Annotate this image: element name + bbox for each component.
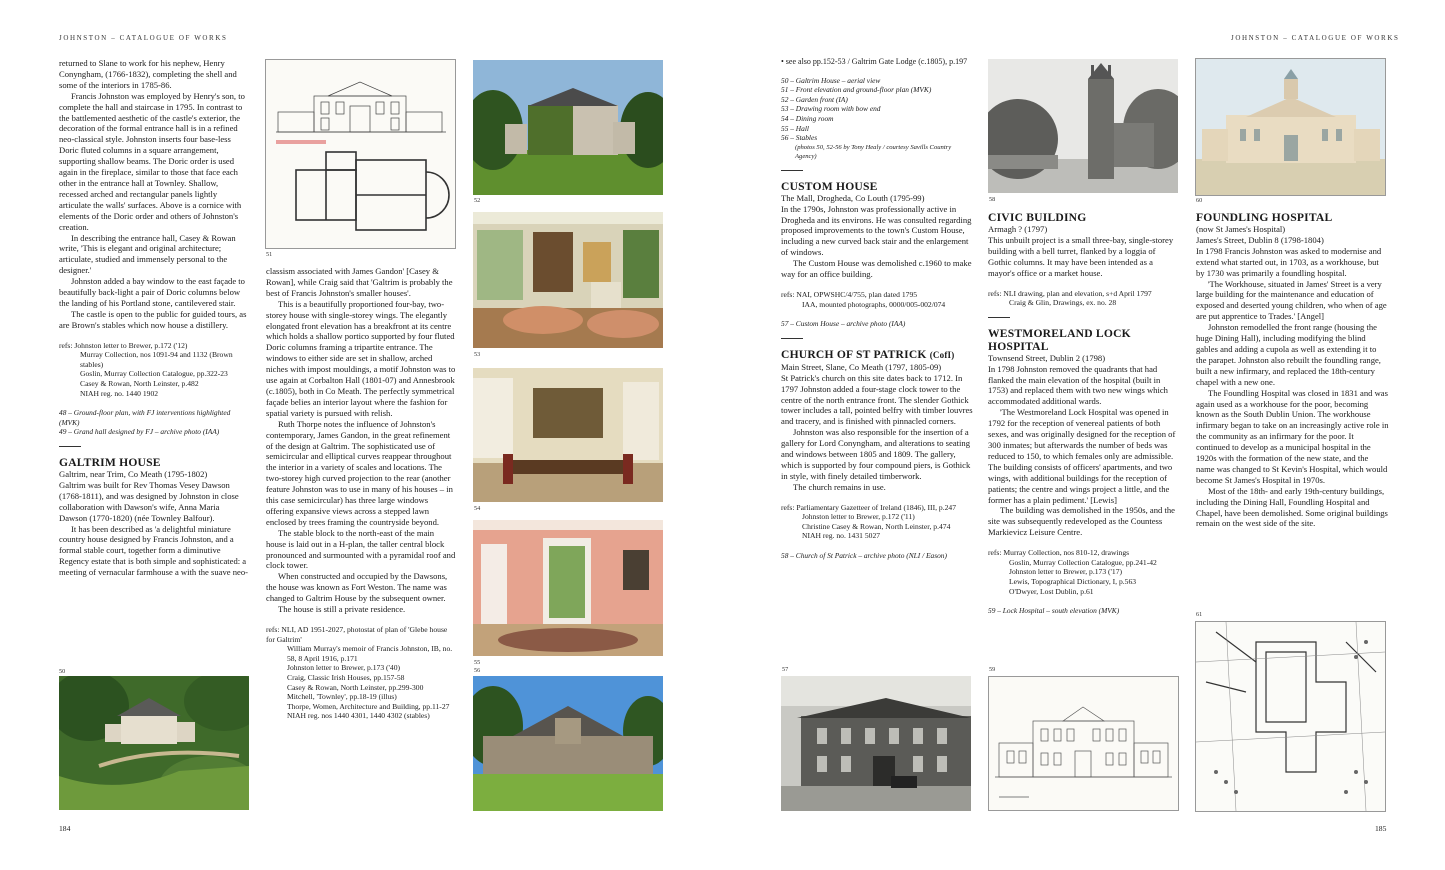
figure-number: 56 [474, 667, 481, 674]
paragraph: Johnston remodelled the front range (housing the huge Dining Hall), including modifying the blind gables and adding a cupola as well as extending it to the parapet. Johnston also rebuilt the foundling range, built a new infirmary, and replaced the 18th-century chapel with a new one. [1196, 322, 1381, 387]
reference: Johnston letter to Brewer, p.172 ('11) [802, 512, 915, 522]
reference: Johnston letter to Brewer, p.173 ('40) [287, 663, 401, 673]
paragraph: 'The Westmoreland Lock Hospital was opened in 1792 for the reception of venereal patients of both sexes, and was originally designed for the reception of 300 inmates; but afterwards the number of beds was reduced to 150, to which females only are admissible. The building consists of officers' apartments, and two wings, with additional buildings for the reception of patients; the centre and wings project a little, and the former has a plain pediment.' [Lewis] [988, 407, 1176, 505]
figure-number: 61 [1196, 611, 1203, 618]
paragraph: This is a beautifully proportioned four-bay, two-storey house with single-storey wings. The elegantly elongated front elevation has a breakfront at its centre which holds a shallow portico supported by four fluted Doric columns framing a tripartite entrance. The windows to either side are set in shallow, arched niches with impost mouldings, a motif Johnston was to use again at Corbalton Hall (1801-07) and Annesbrook (c.1805), both in Co Meath. The perfectly symmetrical façade belies an interior layout where the fashion for spatial variety is pursued with relish. [266, 298, 456, 418]
paragraph: Francis Johnston was employed by Henry's son, to complete the hall and staircase in 1795. In contrast to the battlemented aesthetic of the castle's exterior, the decoration of the formal entrance hall is in a refined neo-classical style. Johnston inserts four base-less Doric fluted columns in a square arrangement, supporting shallow beams. The Doric order is used again in the fireplace, similar to those that face each other in the entrance hall at Townley. Shallow, recessed arched and rectangular panels lightly articulate the walls' surfaces. Above is a cornice with elements of the Doric order and others of Johnston's creation. [59, 90, 245, 232]
dining-room-photo [473, 368, 663, 502]
figure-number: 50 [59, 668, 66, 675]
caption: 53 – Drawing room with bow end [781, 104, 881, 114]
foundling-hospital-watercolour [1195, 58, 1386, 196]
reference: Johnston letter to Brewer, p.173 ('17) [1009, 567, 1123, 577]
divider [781, 338, 803, 339]
reference: Thorpe, Women, Architecture and Building, pp.11-27 [287, 701, 450, 711]
page-number-right: 185 [1375, 824, 1387, 833]
reference: NIAH reg. no. 1431 5027 [802, 531, 881, 541]
paragraph: Galtrim was built for Rev Thomas Vesey Dawson (1768-1811), and was designed by Johnston in close collaboration with Dawson's wife, Anna Maria Dawson (1770-1820) (née Townley Balfour). [59, 479, 239, 523]
paragraph: The church remains in use. [793, 481, 886, 492]
reference: refs: NLI drawing, plan and elevation, s+d April 1797 [988, 288, 1152, 298]
custom-house-photo [781, 676, 971, 811]
paragraph: In 1798 Johnston removed the quadrants that had flanked the main elevation of the hospital (built in 1753) and replaced them with two new wings which accommodated additional wards. [988, 363, 1168, 407]
entry-subtitle: Galtrim, near Trim, Co Meath (1795-1802) [59, 469, 208, 479]
entry-subtitle: Armagh ? (1797) [988, 224, 1048, 234]
entry-subtitle: The Mall, Drogheda, Co Louth (1795-99) [781, 192, 925, 203]
figure-number: 57 [782, 666, 789, 673]
caption: 48 – Ground-floor plan, with FJ interventions highlighted (MVK) [59, 408, 231, 427]
reference: William Murray's memoir of Francis Johnston, IB, no. 58, 8 April 1916, p.171 [287, 644, 453, 663]
stables-photo [473, 676, 663, 811]
caption: 50 – Galtrim House – aerial view [781, 75, 881, 85]
figure-number: 54 [474, 505, 481, 512]
paragraph: The Foundling Hospital was closed in 1831 and was again used as a workhouse for the poor, becoming known as the South Dublin Union. The workhouse infirmary began to take on an increasingly active role in the community as an infirmary for the poor. It continued to develop as a municipal hospital in the 1920s with the formation of the new state, and the name was changed to St Kevin's Hospital, which would become St James's Hospital in 1970s. [1196, 387, 1389, 485]
paragraph: St Patrick's church on this site dates back to 1712. In 1797 Johnston added a four-stage clock tower to the centre of the north entrance front. The slender Gothick tower includes a tall, pointed belfry with timber louvres and tracery, and is finished with pinnacled corners. [781, 372, 973, 427]
paragraph: 'The Workhouse, situated in James' Street is a very large building for the maintenance and education of exposed and deserted young children, who when of age are put apprentice to Trades.' [Angel] [1196, 278, 1387, 322]
paragraph: The Custom House was demolished c.1960 to make way for an office building. [781, 258, 972, 280]
reference: refs: NLI, AD 1951-2027, photostat of plan of 'Glebe house for Galtrim' [266, 625, 448, 644]
reference: NIAH reg. nos 1440 4301, 1440 4302 (stables) [287, 711, 430, 721]
entry-title: CIVIC BUILDING [988, 211, 1087, 224]
figure-number: 60 [1196, 197, 1203, 204]
reference: refs: Parliamentary Gazetteer of Ireland (1846), III, p.247 [781, 502, 957, 512]
reference: Christine Casey & Rowan, North Leinster, p.474 [802, 521, 951, 531]
page-number-left: 184 [59, 824, 71, 833]
figure-number: 51 [266, 251, 273, 258]
figure-number: 59 [989, 666, 996, 673]
reference: Goslin, Murray Collection Catalogue, pp.241-42 [1009, 557, 1157, 567]
running-head-right: JOHNSTON – CATALOGUE OF WORKS [1231, 34, 1400, 42]
reference: Mitchell, 'Townley', pp.18-19 (illus) [287, 692, 397, 702]
caption: 56 – Stables [781, 133, 818, 143]
reference: O'Dwyer, Lost Dublin, p.61 [1009, 586, 1094, 596]
references [781, 503, 974, 541]
paragraph: The house is still a private residence. [278, 604, 406, 615]
caption: 54 – Dining room [781, 113, 834, 123]
reference: refs: NAI, OPWSHC/4/755, plan dated 1795 [781, 290, 918, 299]
lock-hospital-elevation-drawing [988, 676, 1179, 811]
captions [59, 408, 249, 437]
entry-subtitle: Main Street, Slane, Co Meath (1797, 1805-09) [781, 361, 942, 372]
entry-subtitle: (now St James's Hospital) [1196, 224, 1286, 234]
entry-title: CUSTOM HOUSE [781, 179, 878, 193]
reference: refs: Johnston letter to Brewer, p.172 ('12) [59, 340, 188, 350]
column-2 [266, 266, 456, 721]
entry-title [781, 348, 974, 362]
entry-title: GALTRIM HOUSE [59, 456, 161, 469]
caption: 59 – Lock Hospital – south elevation (MVK) [988, 606, 1120, 616]
hall-photo [473, 520, 663, 656]
reference: NIAH reg. no. 1440 1902 [80, 388, 159, 398]
column-4 [781, 57, 974, 561]
foundling-hospital-site-plan [1195, 621, 1386, 812]
paragraph: This unbuilt project is a small three-bay, single-storey building with a bell turret, flanked by a loggia of Gothic columns. It may have been intended as a mayor's office or a market house. [988, 234, 1174, 278]
references [988, 289, 1181, 308]
paragraph: returned to Slane to work for his nephew, Henry Conyngham, (1766-1832), completing the shell and some of the interiors in 1785-86. [59, 58, 237, 90]
entry-title-text: CHURCH OF ST PATRICK [781, 347, 927, 361]
caption: 52 – Garden front (IA) [781, 94, 848, 104]
captions [781, 76, 974, 161]
paragraph: Johnston added a bay window to the east façade to beautifully back-light a pair of Doric columns below the landing of his Portland stone, cantilevered stair. [59, 276, 245, 308]
divider [781, 170, 803, 171]
paragraph: In 1798 Francis Johnston was asked to modernise and extend what started out, in 1703, as a workhouse, but by 1730 was primarily a foundling hospital. [1196, 245, 1382, 278]
entry-title: FOUNDLING HOSPITAL [1196, 211, 1333, 224]
paragraph: classism associated with James Gandon' [Casey & Rowan], while Craig said that 'Galtrim is probably the best of Francis Johnston's smaller houses'. [266, 266, 453, 298]
caption: 49 – Grand hall designed by FJ – archive photo (IAA) [59, 427, 220, 437]
caption: 57 – Custom House – archive photo (IAA) [781, 319, 906, 329]
references [59, 341, 249, 399]
reference: Goslin, Murray Collection Catalogue, pp.322-23 [80, 369, 228, 379]
references [988, 548, 1181, 596]
caption: 55 – Hall [781, 123, 809, 133]
paragraph: In describing the entrance hall, Casey & Rowan write, 'This is elegant and original architecture; articulate, studied and immensely personal to the designer.' [59, 232, 236, 276]
reference: Craig & Glin, Drawings, ex. no. 28 [1009, 298, 1117, 308]
galtrim-aerial-photo [59, 676, 249, 810]
reference: Murray Collection, nos 1091-94 and 1132 (Brown stables) [80, 350, 233, 369]
paragraph: Ruth Thorpe notes the influence of Johnston's contemporary, James Gandon, in the great refinement of the design at Galtrim. The sophisticated use of semicircular and elliptical curves reappear throughout the interior in a variety of scales and locations. The two-storey high curved projection to the rear (another feature Johnston was to use in many of his houses – in this case semicircular) has three large windows offering expansive views across a stepped lawn enclosed by trees framing the countryside beyond. [266, 418, 453, 527]
reference: Casey & Rowan, North Leinster, p.482 [80, 379, 199, 389]
reference: Casey & Rowan, North Leinster, pp.299-300 [287, 682, 424, 692]
reference: Craig, Classic Irish Houses, pp.157-58 [287, 672, 405, 682]
column-1 [59, 58, 249, 578]
paragraph: In the 1790s, Johnston was professionally active in Drogheda and its environs. He was consulted regarding proposed improvements to the town's Custom House, including a new curved back stair and the enlargement of windows. [781, 203, 972, 258]
column-6 [1196, 211, 1389, 529]
caption: 58 – Church of St Patrick – archive photo (NLI / Eason) [781, 551, 947, 561]
paragraph: It has been described as 'a delightful miniature country house designed by Francis Johnston, and a formal stable court, together form a diminutive Regency estate that is both simple and sophisticated: a meeting of vernacular farmhouse a with the suave neo- [59, 523, 248, 578]
entry-title: WESTMORELAND LOCK HOSPITAL [988, 326, 1131, 353]
reference: refs: Murray Collection, nos 810-12, drawings [988, 548, 1130, 558]
references [781, 290, 974, 309]
divider [59, 446, 81, 447]
drawing-room-photo [473, 212, 663, 348]
paragraph: The stable block to the north-east of the main house is laid out in a H-plan, the taller central block pronounced and surmounted with a pyramidal roof and clock tower. [266, 527, 456, 571]
figure-number: 53 [474, 351, 481, 358]
caption-credit: (photos 50, 52-56 by Tony Healy / courtesy Savills Country Agency) [795, 143, 952, 160]
paragraph: Johnston was also responsible for the insertion of a gallery for Lord Conyngham, and alterations to seating and windows between 1805 and 1809. The gallery, which is supported by four compound piers, is Gothick in style, with finely detailed timberwork. [781, 427, 971, 481]
galtrim-elevation-plan-drawing [265, 59, 456, 249]
running-head-left: JOHNSTON – CATALOGUE OF WORKS [59, 34, 228, 42]
references [266, 625, 456, 721]
figure-number: 58 [989, 196, 996, 203]
see-also: • see also pp.152-53 / Galtrim Gate Lodge (c.1805), p.197 [781, 57, 968, 66]
paragraph: The castle is open to the public for guided tours, as are Brown's stables which now house a distillery. [59, 308, 247, 330]
paragraph: When constructed and occupied by the Dawsons, the house was known as Fort Weston. The name was changed to Galtrim House by the subsequent owner. [266, 571, 448, 604]
reference: IAA, mounted photographs, 0000/005-002/074 [802, 299, 946, 309]
figure-number: 55 [474, 659, 481, 666]
church-st-patrick-photo [988, 59, 1178, 193]
entry-subtitle: Townsend Street, Dublin 2 (1798) [988, 352, 1106, 363]
figure-number: 52 [474, 197, 481, 204]
reference: Lewis, Topographical Dictionary, I, p.563 [1009, 576, 1137, 586]
galtrim-garden-front-photo [473, 60, 663, 195]
caption: 51 – Front elevation and ground-floor plan (MVK) [781, 85, 932, 95]
entry-subtitle: James's Street, Dublin 8 (1798-1804) [1196, 234, 1324, 245]
paragraph: The building was demolished in the 1950s, and the site was subsequently redeveloped as the Countess Markievicz Leisure Centre. [988, 505, 1175, 538]
column-5 [988, 211, 1181, 616]
entry-title-suffix: (CofI) [929, 349, 955, 360]
divider [988, 317, 1010, 318]
paragraph: Most of the 18th- and early 19th-century buildings, including the Dining Hall, Foundling Hospital and Chapel, have been demolished. Some original buildings remain on the west side of the site. [1196, 485, 1388, 529]
